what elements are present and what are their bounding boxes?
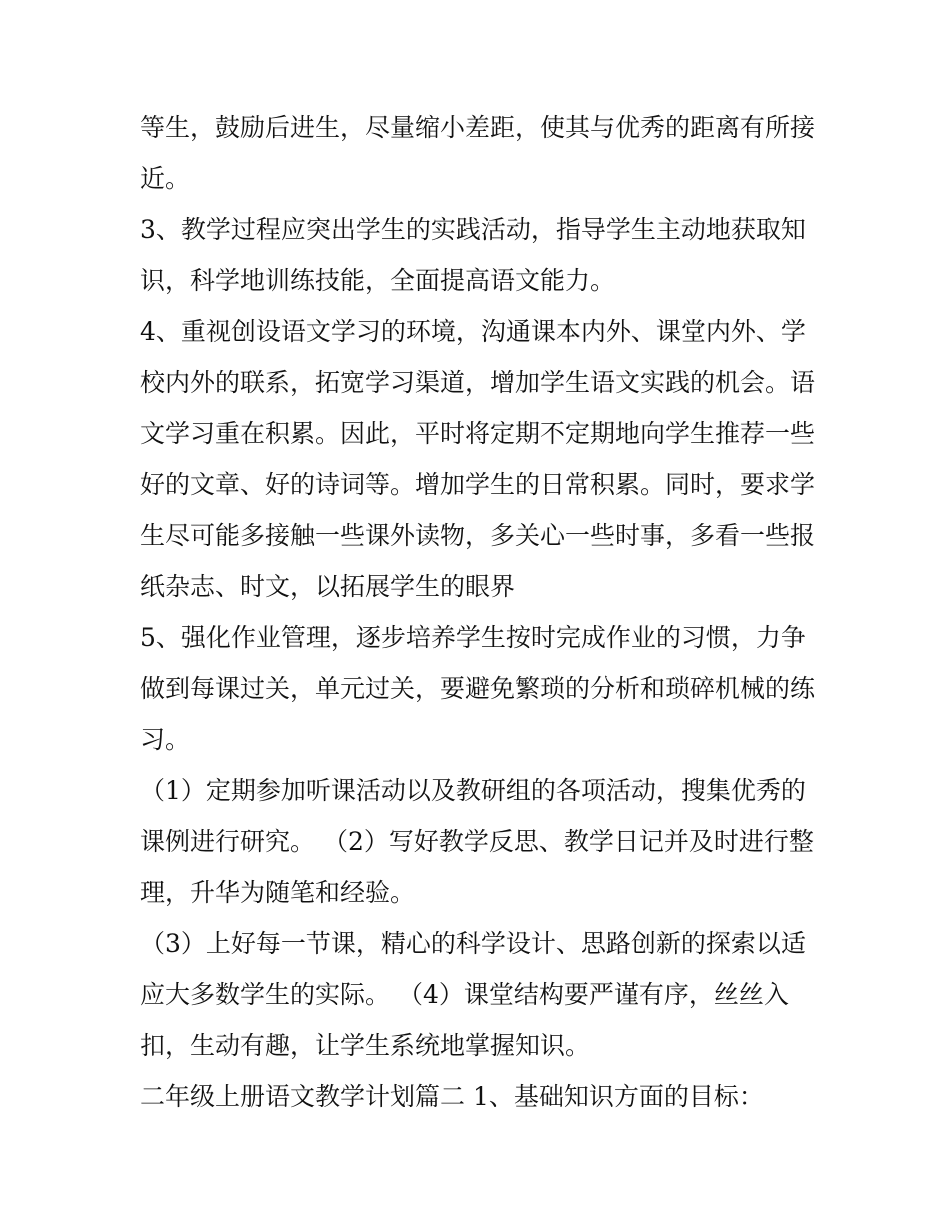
text-line: 3、教学过程应突出学生的实践活动，指导学生主动地获取知 (140, 215, 806, 244)
text-line: 应大多数学生的实际。 （4）课堂结构要严谨有序，丝丝入 (140, 980, 789, 1009)
text-line: 校内外的联系，拓宽学习渠道，增加学生语文实践的机会。语 (140, 368, 816, 397)
text-line: 近。 (140, 164, 191, 193)
text-line: 识，科学地训练技能，全面提高语文能力。 (140, 266, 616, 295)
text-line: 扣，生动有趣，让学生系统地掌握知识。 (140, 1031, 591, 1060)
text-line: 好的文章、好的诗词等。增加学生的日常积累。同时，要求学 (140, 470, 816, 499)
text-line: （1）定期参加听课活动以及教研组的各项活动，搜集优秀的 (140, 776, 806, 805)
text-line: 二年级上册语文教学计划篇二 1、基础知识方面的目标： (140, 1082, 764, 1111)
text-line: 生尽可能多接触一些课外读物，多关心一些时事，多看一些报 (140, 521, 816, 550)
text-line: 做到每课过关，单元过关，要避免繁琐的分析和琐碎机械的练 (140, 674, 816, 703)
text-line: 等生，鼓励后进生，尽量缩小差距，使其与优秀的距离有所接 (140, 113, 816, 142)
text-line: 文学习重在积累。因此，平时将定期不定期地向学生推荐一些 (140, 419, 816, 448)
text-line: 习。 (140, 725, 191, 754)
text-line: 4、重视创设语文学习的环境，沟通课本内外、课堂内外、学 (140, 317, 806, 346)
text-line: 纸杂志、时文，以拓展学生的眼界 (140, 572, 516, 601)
text-line: 5、强化作业管理，逐步培养学生按时完成作业的习惯，力争 (140, 623, 806, 652)
text-line: （3）上好每一节课，精心的科学设计、思路创新的探索以适 (140, 929, 806, 958)
text-line: 课例进行研究。 （2）写好教学反思、教学日记并及时进行整 (140, 827, 814, 856)
text-line: 理，升华为随笔和经验。 (140, 878, 416, 907)
